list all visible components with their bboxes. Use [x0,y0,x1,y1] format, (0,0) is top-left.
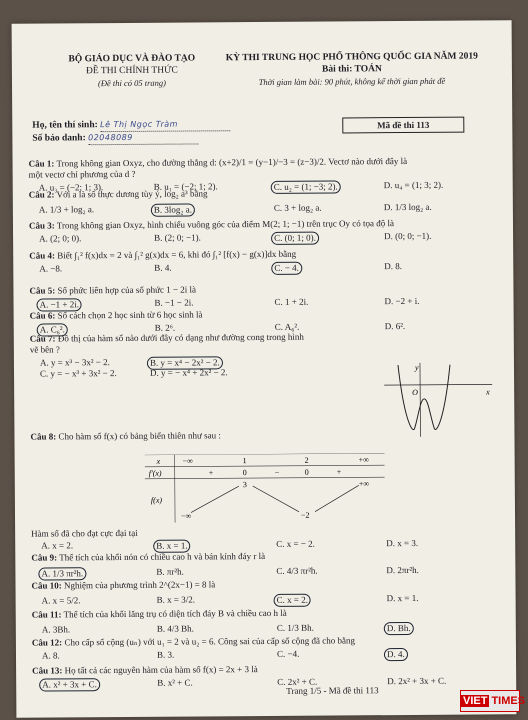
option-C[interactable]: C. 1/3 Bh. [276,622,314,633]
option-D[interactable]: D. Bh. [384,622,414,635]
function-graph [384,360,495,439]
question-8-cont: Hàm số đã cho đạt cực đại tại [31,527,138,539]
option-A[interactable]: A. −1 + 2i. [37,298,82,311]
bbt-x-pos-inf: +∞ [358,455,369,465]
option-A[interactable]: A. y = x³ − 3x² − 2. [39,357,110,368]
option-B[interactable]: B. y = x⁴ − 2x² − 2. [147,356,223,370]
option-D[interactable]: D. y = − x⁴ + 2x² − 2. [149,367,228,378]
bbt-fp-label: f′(x) [148,468,162,478]
option-A[interactable]: A. u₃ = (−2; 1; 3). [38,182,104,193]
question-9-options [31,564,501,579]
option-C[interactable]: C. 4/3 πr²h. [276,565,318,576]
variation-table [145,453,385,523]
id-value: 02048089 [88,132,133,143]
option-A[interactable]: A. x = 2. [41,540,74,551]
question-9-stem: Câu 9: Thể tích của khối nón có chiều cao h và bán kính đáy r là [31,550,266,563]
option-D[interactable]: D. u₄ = (1; 3; 2). [383,179,444,191]
question-2-options [29,201,499,215]
option-C[interactable]: C. 3 + log₂ a. [273,202,322,213]
bbt-f-3: −2 [300,510,310,520]
option-A[interactable]: A. x = 5/2. [41,595,81,606]
option-D[interactable]: D. 1/3 log₂ a. [383,201,432,213]
option-B[interactable]: B. x² + C. [157,677,193,688]
graph-x-label: x [486,387,490,397]
question-10-options [32,592,502,606]
question-1-cont: một vectơ chỉ phương của d ? [28,168,136,180]
option-C[interactable]: C. x = 2. [274,594,311,607]
option-B[interactable]: B. u₁ = (−2; 1; 2). [153,181,218,192]
graph-origin-label: O [412,387,418,397]
option-C[interactable]: C. − 4. [271,262,302,275]
option-A[interactable]: A. x² + 3x + C. [39,678,100,691]
option-D[interactable]: D. 6². [384,321,406,332]
option-B[interactable]: B. x = 3/2. [156,594,195,605]
exam-code-box: Mã đề thi 113 [342,117,464,134]
option-A[interactable]: A. 8. [41,650,60,661]
bbt-f-label: f(x) [150,495,163,505]
option-D[interactable]: D. 4. [384,648,408,661]
option-A[interactable]: A. (2; 0; 0). [39,233,82,244]
option-D[interactable]: D. x = 1. [386,592,419,604]
option-D[interactable]: D. 2x² + 3x + C. [387,675,447,687]
bbt-fp-3: − [274,467,280,477]
option-A[interactable]: A. 1/3 πr²h. [38,567,86,580]
viettimes-logo: VIET TIMES [460,690,520,712]
bbt-x-1: 1 [242,456,247,466]
bbt-f-4: +∞ [358,479,370,489]
question-11-stem: Câu 11: Thể tích của khối lăng trụ có diện tích đáy B và chiều cao h là [31,607,287,620]
question-7-cont: vẽ bên ? [29,344,60,355]
id-label: Số báo danh: [32,133,86,144]
page-footer: Trang 1/5 - Mã đề thi 113 [286,685,379,696]
time-note: Thời gian làm bài: 90 phút, không kể thời gian phát đề [258,75,446,88]
subject: Bài thi: TOÁN [321,64,382,75]
page-count: (Đề thi có 05 trang) [97,77,167,89]
option-D[interactable]: D. (0; 0; −1). [384,230,432,242]
name-label: Họ, tên thí sinh: [32,120,98,131]
option-B[interactable]: B. (2; 0; −1). [154,232,201,243]
question-5-stem: Câu 5: Số phức liên hợp của số phức 1 − 2i là [29,284,197,296]
question-3-stem: Câu 3: Trong không gian Oxyz, hình chiếu vuông góc của điểm M(2; 1; −1) trên trục Oy có tọa độ là [28,218,395,231]
option-C[interactable]: C. −4. [276,648,300,659]
option-B[interactable]: B. −1 − 2i. [154,297,194,308]
option-C[interactable]: C. y = − x³ + 3x² − 2. [39,368,117,379]
ministry: BỘ GIÁO DỤC VÀ ĐÀO TẠO [68,53,196,65]
name-value: Lê Thị Ngọc Tràm [100,119,178,130]
question-2-stem: Câu 2: Với a là số thực dương tùy ý, log₂ a³ bằng [28,188,208,200]
option-B[interactable]: B. πr²h. [156,566,184,577]
option-C[interactable]: C. 1 + 2i. [274,296,309,307]
bbt-fp-4: 0 [304,467,309,477]
question-7-options [30,354,500,379]
exam-title: KỲ THI TRUNG HỌC PHỔ THÔNG QUỐC GIA NĂM 2019 [225,51,478,64]
bbt-fp-2: 0 [242,468,247,478]
option-C[interactable]: C. u₂ = (1; −3; 2). [271,180,341,193]
bbt-x-label: x [156,456,161,466]
option-B[interactable]: B. 4/3 Bh. [156,623,194,634]
bbt-f-1: −∞ [180,511,192,521]
option-B[interactable]: B. 2⁶. [154,322,176,333]
question-8-stem: Câu 8: Cho hàm số f(x) có bảng biến thiên như sau : [30,430,221,442]
option-D[interactable]: D. 8. [384,261,403,272]
question-7-stem: Câu 7: Đồ thị của hàm số nào dưới đây có dạng như đường cong trong hình [29,331,304,344]
question-10-stem: Câu 10: Nghiệm của phương trình 2^(2x−1) = 8 là [31,579,216,591]
option-B[interactable]: B. 3. [156,649,175,660]
question-12-stem: Câu 12: Cho cấp số cộng (uₙ) với u₁ = 2 và u₂ = 6. Công sai của cấp số cộng đã cho bằng [31,635,355,648]
bbt-f-2: 3 [242,480,247,490]
candidate-fields [32,118,230,145]
header-right [202,50,502,88]
option-B[interactable]: B. 3log₂ a. [151,203,195,216]
graph-y-label: y [414,362,419,372]
question-13-stem: Câu 13: Họ tất cả các nguyên hàm của hàm số f(x) = 2x + 3 là [32,664,258,676]
question-11-options [32,621,502,635]
official-label: ĐỀ THI CHÍNH THỨC [86,65,178,77]
question-4-stem: Câu 4: Biết ∫₁² f(x)dx = 2 và ∫₁² g(x)dx = 6, khi đó ∫₁² [f(x) − g(x)]dx bằng [29,248,297,261]
option-A[interactable]: A. 1/3 + log₂ a. [38,204,95,215]
option-C[interactable]: C. A₆². [274,321,300,332]
option-D[interactable]: D. x = 3. [386,537,419,549]
option-A[interactable]: A. −8. [39,263,63,274]
exam-paper [12,20,517,717]
option-B[interactable]: B. x = 1. [153,540,190,553]
option-D[interactable]: D. −2 + i. [384,295,420,307]
option-D[interactable]: D. 2πr²h. [386,564,419,576]
bbt-x-2: 2 [304,455,309,465]
option-C[interactable]: C. x = − 2. [276,538,315,549]
option-B[interactable]: B. 4. [154,262,172,273]
option-C[interactable]: C. (0; 1; 0). [271,232,319,245]
bbt-fp-1: + [208,468,214,478]
bbt-fp-5: + [336,467,342,477]
option-C[interactable]: C. 2x² + C. [277,676,318,687]
bbt-x-neg-inf: −∞ [182,456,193,466]
option-A[interactable]: A. C₆². [37,323,68,336]
question-6-stem: Câu 6: Số cách chọn 2 học sinh từ 6 học sinh là [29,309,203,321]
option-A[interactable]: A. 3Bh. [41,624,71,635]
question-1-stem: Câu 1: Trong không gian Oxyz, cho đường thẳng d: (x+2)/1 = (y−1)/−3 = (z−3)/2. Vectơ nào dưới đây là [28,155,408,169]
